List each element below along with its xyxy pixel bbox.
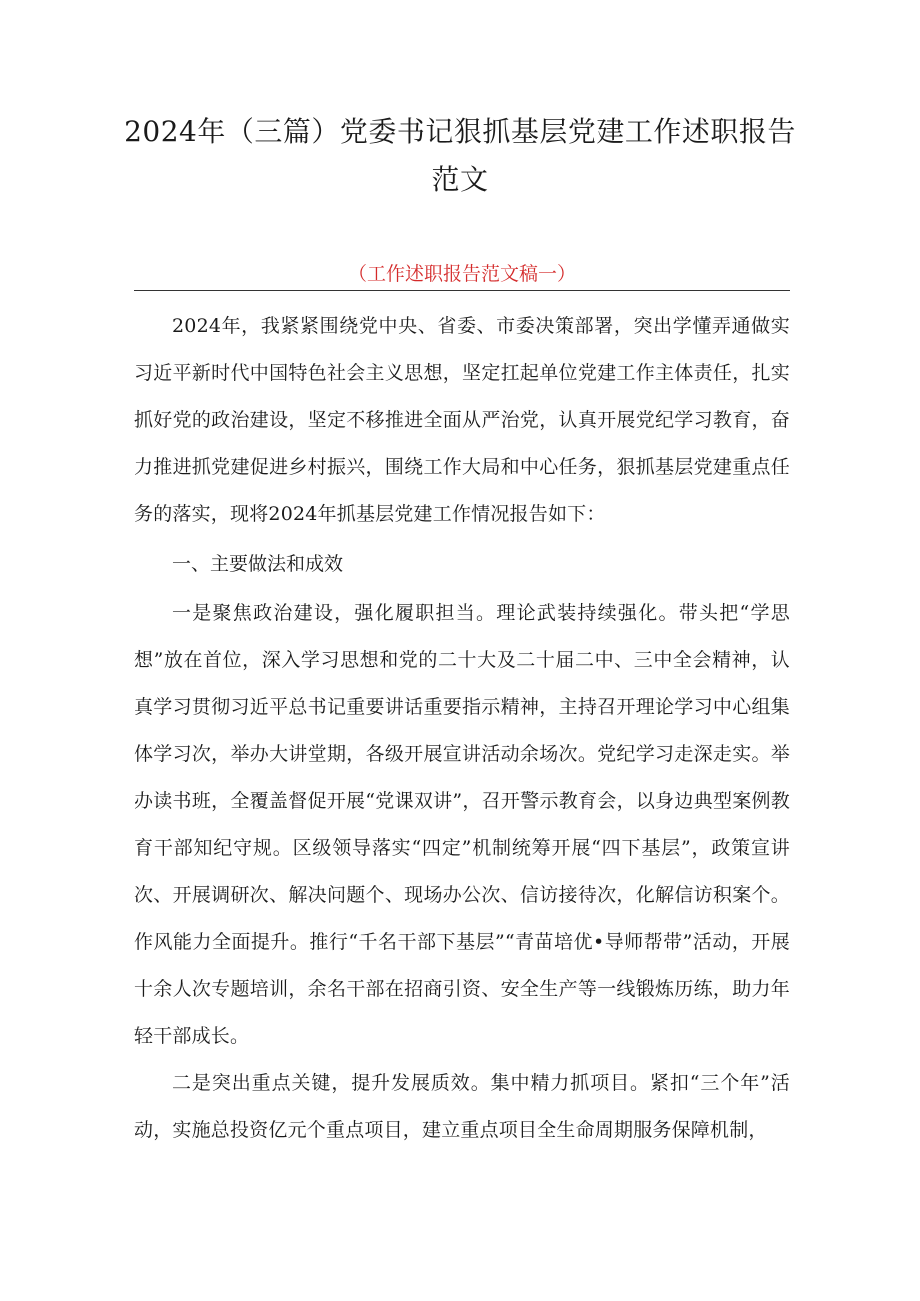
section-heading: 一、主要做法和成效	[172, 553, 344, 575]
body-paragraph: 二是突出重点关键，提升发展质效。集中精力抓项目。紧扣“三个年”活动，实施总投资亿元个重点项目，建立重点项目全生命周期服务保障机制，	[134, 1072, 790, 1141]
intro-paragraph: 2024年，我紧紧围绕党中央、省委、市委决策部署，突出学懂弄通做实习近平新时代中国特色社会主义思想，坚定扛起单位党建工作主体责任，扎实抓好党的政治建设，坚定不移推进全面从严治党，认真开展党纪学习教育，奋力推进抓党建促进乡村振兴，围绕工作大局和中心任务，狠抓基层党建重点任务的落实，现将2024年抓基层党建工作情况报告如下：	[134, 315, 790, 525]
title-line-1: 2024年（三篇）党委书记狠抓基层党建工作述职报告	[124, 115, 796, 148]
title-line-2: 范文	[431, 163, 489, 196]
document-subtitle: （工作述职报告范文稿一）	[347, 263, 576, 285]
document-body	[134, 303, 790, 1154]
document-title	[110, 108, 810, 204]
horizontal-divider	[134, 290, 790, 291]
body-paragraph: 一是聚焦政治建设，强化履职担当。理论武装持续强化。带头把“学思想”放在首位，深入学习思想和党的二十大及二十届二中、三中全会精神，认真学习贯彻习近平总书记重要讲话重要指示精神，主持召开理论学习中心组集体学习次，举办大讲堂期，各级开展宣讲活动余场次。党纪学习走深走实。举办读书班，全覆盖督促开展“党课双讲”，召开警示教育会，以身边典型案例教育干部知纪守规。区级领导落实“四定”机制统筹开展“四下基层”，政策宣讲次、开展调研次、解决问题个、现场办公次、信访接待次，化解信访积案个。作风能力全面提升。推行“千名干部下基层”“青苗培优•导师帮带”活动，开展十余人次专题培训，余名干部在招商引资、安全生产等一线锻炼历练，助力年轻干部成长。	[134, 602, 790, 1047]
